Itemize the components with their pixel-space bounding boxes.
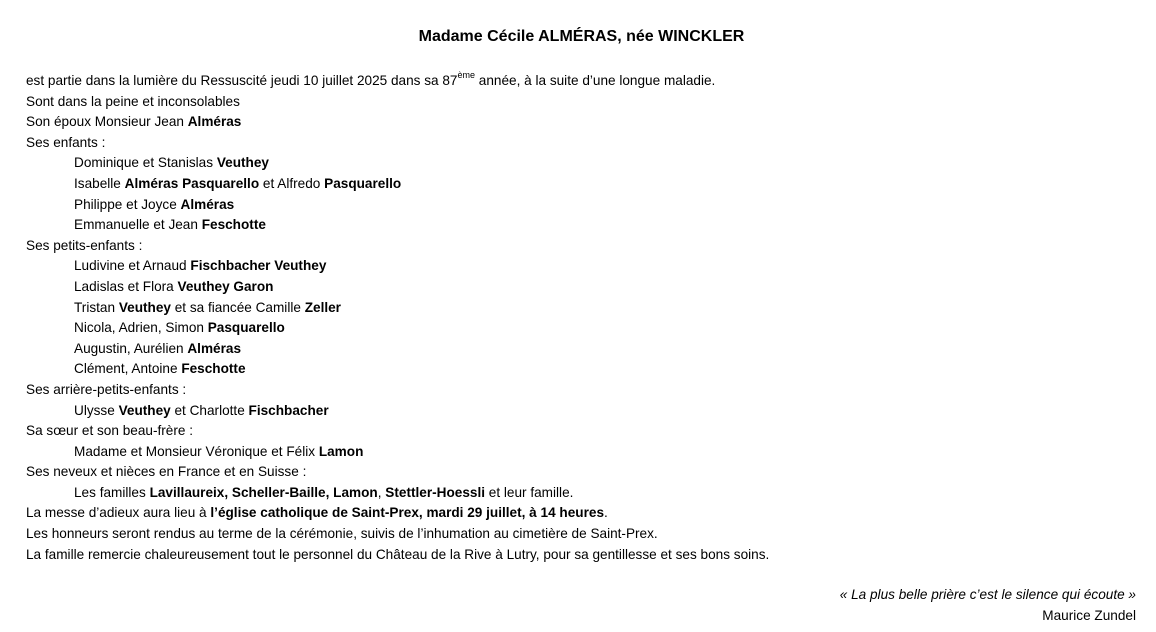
text-segment: Ludivine et Arnaud — [74, 258, 191, 274]
text-segment: Ladislas et Flora — [74, 278, 178, 294]
text-line — [26, 112, 1136, 133]
text-segment: Philippe et Joyce — [74, 196, 181, 212]
indented-text-line — [26, 174, 1136, 195]
text-segment: La messe d’adieux aura lieu à — [26, 505, 211, 521]
text-segment: Clément, Antoine — [74, 361, 182, 377]
indented-text-line — [26, 442, 1136, 463]
bold-name: Lamon — [318, 443, 364, 459]
text-segment: Ses arrière-petits-enfants : — [26, 381, 187, 397]
text-segment: Ses enfants : — [26, 134, 106, 150]
text-segment: et sa fiancée Camille — [170, 299, 305, 315]
bold-name: Veuthey — [118, 299, 171, 315]
text-segment: et Alfredo — [259, 175, 325, 191]
bold-name: Alméras — [180, 196, 235, 212]
bold-name: Veuthey — [118, 402, 171, 418]
bold-name: Feschotte — [181, 361, 246, 377]
text-line — [26, 133, 1136, 154]
bold-name: Zeller — [304, 299, 341, 315]
bold-name: Alméras — [187, 114, 242, 130]
quote-author: Maurice Zundel — [1042, 607, 1136, 623]
indented-text-line — [26, 215, 1136, 236]
text-line — [26, 462, 1136, 483]
text-line — [26, 380, 1136, 401]
indented-text-line — [26, 195, 1136, 216]
text-segment: , — [377, 484, 386, 500]
indented-text-line — [26, 153, 1136, 174]
bold-name: Stettler-Hoessli — [385, 484, 486, 500]
bold-name: Lavillaureix, Scheller-Baille, Lamon — [149, 484, 378, 500]
text-segment: année, à la suite d’une longue maladie. — [475, 73, 716, 88]
text-segment: Ses neveux et nièces en France et en Suisse : — [26, 464, 307, 480]
text-segment: et Charlotte — [170, 402, 249, 418]
text-segment: Isabelle — [74, 175, 125, 191]
text-segment: Tristan — [74, 299, 119, 315]
indented-text-line — [26, 298, 1136, 319]
text-segment: Sa sœur et son beau-frère : — [26, 423, 193, 439]
text-segment: et leur famille. — [485, 484, 574, 500]
text-segment: Emmanuelle et Jean — [74, 217, 202, 233]
text-line — [26, 545, 1136, 566]
text-segment: Les familles — [74, 484, 150, 500]
indented-text-line — [26, 318, 1136, 339]
bold-name: Alméras Pasquarello — [124, 175, 260, 191]
superscript-text: ème — [457, 70, 475, 81]
text-segment: Dominique et Stanislas — [74, 155, 217, 171]
text-segment: Son époux Monsieur Jean — [26, 114, 188, 130]
text-line — [26, 71, 1136, 92]
text-line — [26, 503, 1136, 524]
text-line — [26, 236, 1136, 257]
bold-name: Pasquarello — [207, 320, 285, 336]
text-segment: Nicola, Adrien, Simon — [74, 320, 208, 336]
text-segment: Augustin, Aurélien — [74, 340, 188, 356]
closing-quote: « La plus belle prière c’est le silence qui écoute » — [839, 587, 1136, 602]
indented-text-line — [26, 256, 1136, 277]
bold-name: Pasquarello — [324, 175, 402, 191]
text-segment: Madame et Monsieur Véronique et Félix — [74, 443, 319, 459]
bold-name: Veuthey — [216, 155, 269, 171]
text-segment: . — [604, 505, 608, 521]
text-segment: est partie dans la lumière du Ressuscité jeudi 10 juillet 2025 dans sa 87 — [26, 73, 458, 88]
bold-name: l’église catholique de Saint-Prex, mardi 29 juillet, à 14 heures — [210, 505, 604, 521]
bold-name: Alméras — [187, 340, 242, 356]
text-segment: Ulysse — [74, 402, 119, 418]
indented-text-line — [26, 483, 1136, 504]
document-title: Madame Cécile ALMÉRAS, née WINCKLER — [418, 28, 745, 45]
bold-name: Fischbacher Veuthey — [190, 258, 327, 274]
text-line — [26, 524, 1136, 545]
text-segment: La famille remercie chaleureusement tout le personnel du Château de la Rive à Lutry, pour sa gentillesse et ses bons soins. — [26, 546, 770, 562]
indented-text-line — [26, 359, 1136, 380]
obituary-text — [26, 71, 1136, 565]
bold-name: Fischbacher — [248, 402, 329, 418]
closing-quote-block — [840, 585, 1136, 626]
indented-text-line — [26, 339, 1136, 360]
text-segment: Ses petits-enfants : — [26, 237, 143, 253]
text-line — [26, 92, 1136, 113]
bold-name: Feschotte — [201, 217, 266, 233]
text-segment: Les honneurs seront rendus au terme de la cérémonie, suivis de l’inhumation au cimetière de Saint-Prex. — [26, 526, 658, 542]
indented-text-line — [26, 277, 1136, 298]
bold-name: Veuthey Garon — [177, 278, 274, 294]
text-line — [26, 421, 1136, 442]
text-segment: Sont dans la peine et inconsolables — [26, 93, 240, 109]
indented-text-line — [26, 401, 1136, 422]
